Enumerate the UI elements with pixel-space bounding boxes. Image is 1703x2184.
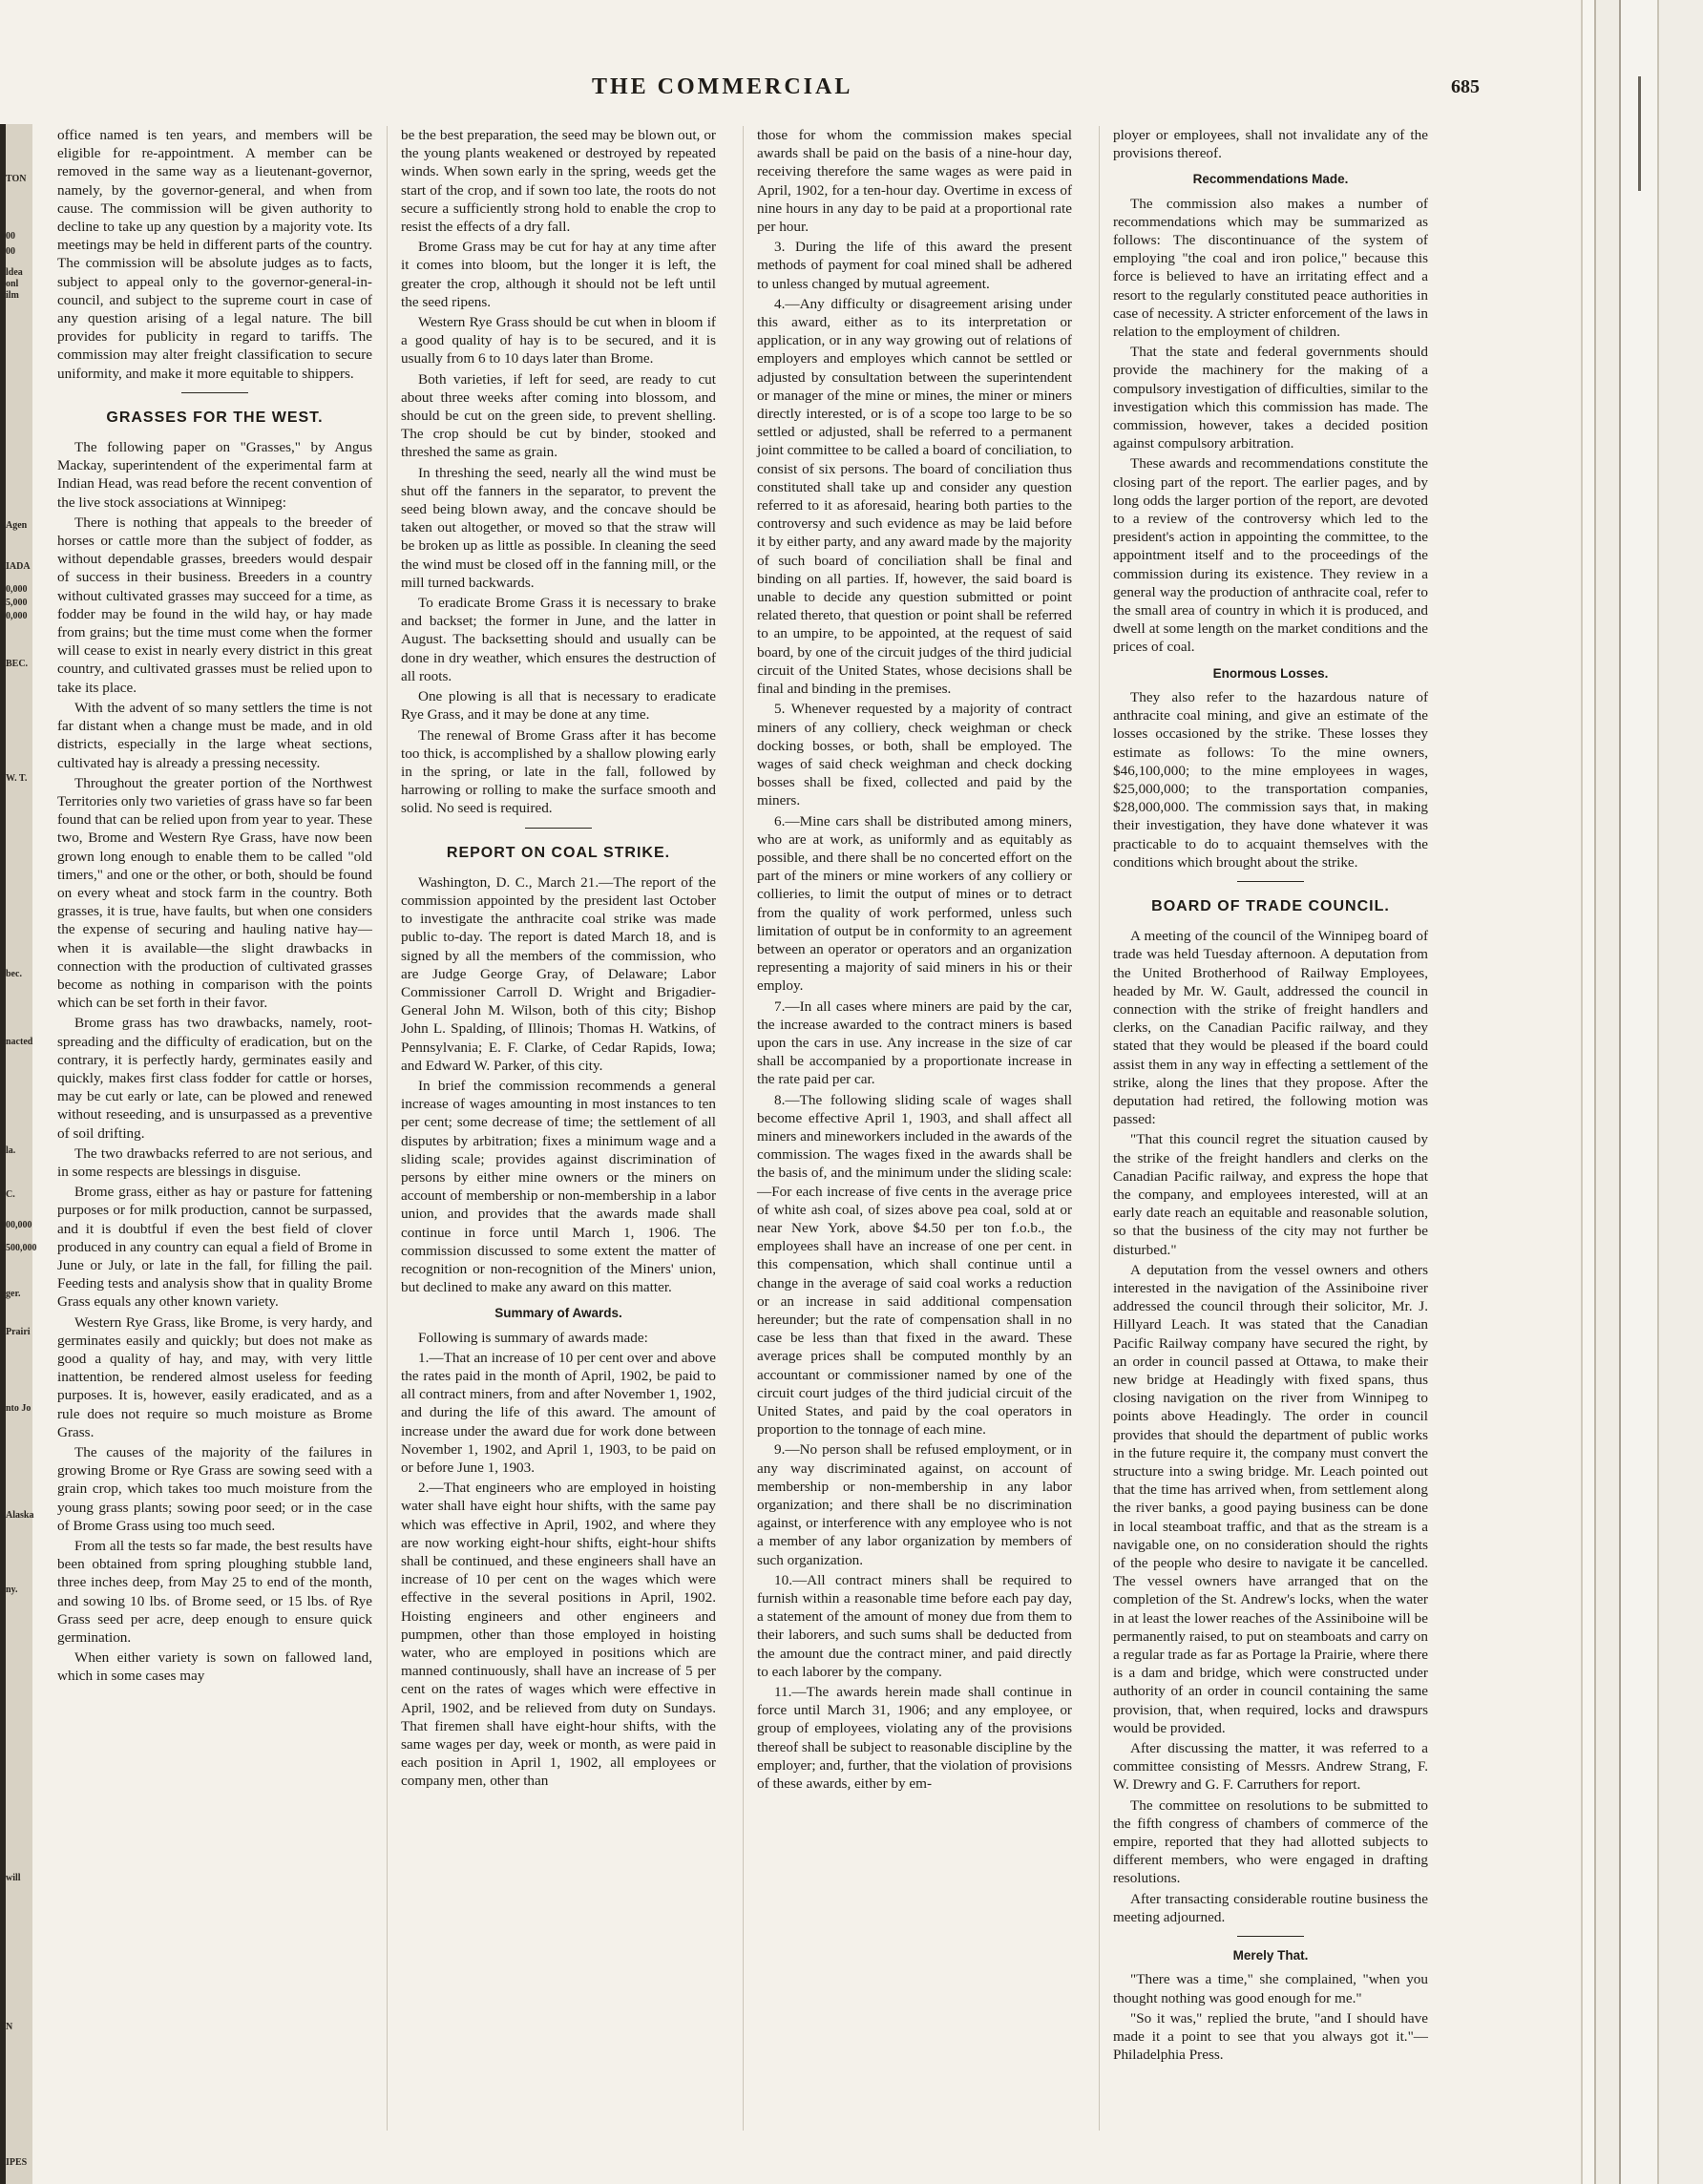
paragraph: Washington, D. C., March 21.—The report of the commission appointed by the president last October to investigate the anthracite coal strike was made public to-day. The report is dated March 18, and is signed by all the members of the commission, who are Judge George Gray, of Delaware; Labor Commissioner Carroll D. Wright and Brigadier-General John M. Wilson, both of this city; Bishop John L. Spalding, of Illinois; Thomas H. Watkins, of Pennsylvania; E. F. Clarke, of Cedar Rapids, Iowa; and Edward W. Parker, of this city.: [401, 873, 716, 1074]
edge-fragment: onl: [6, 279, 19, 289]
edge-fragment: ilm: [6, 290, 19, 301]
paragraph: "That this council regret the situation caused by the strike of the freight handlers and clerks on the Canadian Pacific railway, and express the hope that the company, and employees interested, will at an early date reach an equitable and reasonable solution, so that the business of the city may not further be disturbed.": [1113, 1131, 1428, 1258]
edge-fragment: BEC.: [6, 659, 29, 669]
paragraph: The commission also makes a number of recommendations which may be summarized as follows: The discontinuance of the system of employing "the coal and iron police," because this force is believed to have an irritating effect and a resort to the regularly constituted peace authorities in case of necessity. A stricter enforcement of the laws in relation to the employment of children.: [1113, 195, 1428, 341]
paragraph: office named is ten years, and members will be eligible for re-appointment. A member can be removed in the same way as a lieutenant-governor, namely, by the governor-general, and when from cause. The commission will be given authority to decline to take up any question by a majority vote. Its meetings may be held in different parts of the country. The commission will be absolute judges as to facts, subject to appeal only to the governor-general-in-council, and subject to the supreme court in case of any question arising of a legal nature. The bill provides for publicity in regard to tariffs. The commission may alter freight classification to secure uniformity, and make it more equitable to shippers.: [57, 127, 372, 382]
paragraph: From all the tests so far made, the best results have been obtained from spring ploughing stubble land, three inches deep, from May 25 to end of the month, and sowing 10 lbs. of Brome seed, or 15 lbs. of Rye Grass seed per acre, deep enough to ensure quick germination.: [57, 1538, 372, 1647]
column-4: [1113, 126, 1428, 2131]
edge-fragment: 00: [6, 246, 15, 257]
edge-fragment: nto Jo: [6, 1403, 32, 1414]
article-heading-coal-strike: REPORT ON COAL STRIKE.: [446, 844, 671, 861]
paragraph: One plowing is all that is necessary to eradicate Rye Grass, and it may be done at any time.: [401, 688, 716, 724]
paragraph: After discussing the matter, it was referred to a committee consisting of Messrs. Andrew Strang, F. W. Drewry and G. F. Carruthers for report.: [1113, 1740, 1428, 1794]
paragraph: The two drawbacks referred to are not serious, and in some respects are blessings in disguise.: [57, 1144, 372, 1180]
paragraph: There is nothing that appeals to the breeder of horses or cattle more than the subject of fodder, as without dependable grasses, breeders would despair of success in their business. Breeders in a country without cultivated grasses may succeed for a time, as fodder may be found in the wild hay, or hay made from grains; but the time must come when the former will cease to exist in nearly every district in this great country, and cultivated grasses must be relied upon to take its place.: [57, 514, 372, 696]
paragraph: be the best preparation, the seed may be blown out, or the young plants weakened or destroyed by repeated winds. When sown early in the spring, weeds get the start of the crop, and if sown too late, the roots do not secure a sufficiently strong hold to enable the crop to resist the effects of a dry fall.: [401, 127, 716, 236]
edge-fragment: IPES: [6, 2157, 28, 2168]
edge-fragment: 0,000: [6, 584, 28, 595]
paragraph: those for whom the commission makes special awards shall be paid on the basis of a nine-hour day, receiving therefore the same wages as were paid in April, 1902, for a ten-hour day. Overtime in excess of nine hours in any day to be paid at a proportional rate per hour.: [757, 127, 1072, 236]
paragraph: 4.—Any difficulty or disagreement arising under this award, either as to its interpretation or application, or in any way growing out of relations of employers and employes which cannot be settled or adjusted by consultation between the superintendent or manager of the mine or mines, the miner or miners directly interested, or is of a scope too large to be so settled or adjusted, shall be referred to a permanent joint committee to be called a board of conciliation, to consist of six persons. The board of conciliation thus constituted shall take up and consider any question referred to it as aforesaid, hearing both parties to the controversy and such evidence as may be laid before it by either party, and any award made by the majority of such board of conciliation shall be final and binding on all parties. If, however, the said board is unable to decide any question submitted or point related thereto, that question or point shall be referred to an umpire, to be appointed, at the request of said board, by one of the circuit judges of the third judicial circuit of the United States, whose decisions shall be final and binding in the premises.: [757, 295, 1072, 698]
paragraph: 5. Whenever requested by a majority of contract miners of any colliery, check weighman or check docking bosses, or both, shall be employed. The wages of said check weighman and check docking bosses shall be fixed, collected and paid by the miners.: [757, 701, 1072, 809]
paragraph: Following is summary of awards made:: [418, 1329, 648, 1346]
paragraph: When either variety is sown on fallowed land, which in some cases may: [57, 1649, 372, 1685]
edge-fragment: bec.: [6, 969, 22, 979]
paragraph: These awards and recommendations constitute the closing part of the report. The earlier pages, and by long odds the larger portion of the report, are devoted to a review of the controversy which led to the president's action in appointing the committee, to the appointment itself and to the proceedings of the commission during its existence. They review in a general way the production of anthracite coal, refer to the small area of country in which it is produced, and dwell at some length on the market conditions and the prices of coal.: [1113, 455, 1428, 656]
paragraph: The renewal of Brome Grass after it has become too thick, is accomplished by a shallow plowing early in the spring, or late in the fall, followed by harrowing or rolling to make the surface smooth and solid. No seed is required.: [401, 726, 716, 817]
edge-fragment: 5,000: [6, 598, 28, 608]
paragraph: Brome Grass may be cut for hay at any time after it comes into bloom, but the longer it is left, the greater the crop, although it should not be left until the seed ripens.: [401, 239, 716, 310]
edge-fragment: IADA: [6, 561, 31, 572]
rule: [525, 828, 592, 829]
edge-fragment: 0,000: [6, 611, 28, 621]
paragraph: "So it was," replied the brute, "and I should have made it a point to see that you always got it."—Philadelphia Press.: [1113, 2009, 1428, 2064]
edge-fragment: nacted: [6, 1037, 33, 1047]
paragraph: 8.—The following sliding scale of wages shall become effective April 1, 1903, and shall affect all miners and mineworkers included in the awards of the commission. The wages fixed in the awards shall be the basis of, and the minimum under the sliding scale:—For each increase of five cents in the average price of white ash coal, of sizes above pea coal, sold at or near New York, above $4.50 per ton f.o.b., the employees shall have an increase of one per cent. in this compensation, which shall continue until a change in the average of said coal works a reduction or an increase in said additional compensation hereunder; but the rate of compensation shall in no case be less than that fixed in the award. These average prices shall be computed monthly by an accountant or commissioner named by one of the circuit court judges of the third judicial circuit of the United States, and paid by the coal operators in proportion to the tonnage of each mine.: [757, 1091, 1072, 1438]
paragraph: That the state and federal governments should provide the machinery for the making of a compulsory investigation of difficulties, similar to the investigation which this commission has made. The commission, however, takes a decided position against compulsory arbitration.: [1113, 344, 1428, 452]
paragraph: 11.—The awards herein made shall continue in force until March 31, 1906; and any employee, or group of employees, violating any of the provisions thereof shall be subject to reasonable discipline by the employer; and, further, that the violation of provisions of these awards, either by em-: [757, 1684, 1072, 1793]
rule: [1237, 881, 1304, 882]
paragraph: Throughout the greater portion of the Northwest Territories only two varieties of grass have so far been found that can be relied upon from year to year. These two, Brome and Western Rye Grass, have now been grown long enough to enable them to be called "old timers," and one or the other, or both, should be found on every wheat and stock farm in the country. Both grasses, it is true, have faults, but when one considers the expense of securing and hauling native hay—when it is available—the slight drawbacks in connection with the production of cultivated grasses become as nothing in comparison with the points which can be set forth in their favor.: [57, 774, 372, 1012]
subheading-summary: Summary of Awards.: [494, 1306, 622, 1321]
edge-fragment: C.: [6, 1189, 15, 1200]
paragraph: Western Rye Grass should be cut when in bloom if a good quality of hay is to be secured, and it is usually from 6 to 10 days later than Brome.: [401, 314, 716, 368]
edge-fragment: 00,000: [6, 1220, 32, 1230]
edge-fragment: Alaska: [6, 1510, 34, 1521]
paragraph: 2.—That engineers who are employed in hoisting water shall have eight hour shifts, with the same pay which was effective in April, 1902, and where they are now working eight-hour shifts, eight-hour shifts shall be continued, and these engineers shall have an increase of 10 per cent on the wages which were effective in the several positions in April, 1902. Hoisting engineers and other engineers and pumpmen, other than those employed in hoisting water, who are employed in positions which are manned continuously, shall have an increase of 5 per cent on the rates of wages which were effective in April, 1902, and be relieved from duty on Sundays. That firemen shall have eight-hour shifts, with the same wages per day, week or month, as were paid in each position in April 1, 1902, all employees or company men, other than: [401, 1480, 716, 1790]
edge-fragment: TON: [6, 174, 27, 184]
paragraph: A deputation from the vessel owners and others interested in the navigation of the Assiniboine river addressed the council through their solicitor, Mr. J. Hillyard Leach. It was stated that the Canadian Pacific Railway company have secured the right, by an order in council passed at Ottawa, to make their new bridge at Headingly with fixed spans, thus closing navigation on the river from Winnipeg to points above Headingly. The order in council provides that should the department of public works in the future require it, the company must convert the structure into a swing bridge. Mr. Leach pointed out that the time has arrived when, from settlement along the river banks, a good paying business can be done in local steamboat traffic, and that as the stream is a navigable one, on no consideration should the rights of the people who desire to navigate it be cancelled. The vessel owners have arranged that on the completion of the St. Andrew's locks, when the water in at least the lower reaches of the Assiniboine will be permanently raised, to put on steamboats and carry on a regular trade as far as Portage la Prairie, where there is a dam and bridge, which were constructed under authority of an order in council containing the same provision, that, when required, locks and drawspurs would be provided.: [1113, 1261, 1428, 1736]
column-1: [57, 126, 372, 2131]
paragraph: After transacting considerable routine business the meeting adjourned.: [1113, 1890, 1428, 1925]
paragraph: Both varieties, if left for seed, are ready to cut about three weeks after coming into blossom, and should be cut on the green side, to prevent shelling. The crop should be cut by binder, stooked and threshed the same as grain.: [401, 370, 716, 461]
paragraph: In brief the commission recommends a general increase of wages amounting in most instances to ten per cent; some decrease of time; the settlement of all disputes by arbitration; fixes a minimum wage and a sliding scale; provides against discrimination of persons by either mine owners or the miners on account of membership or non-membership in a labor union, and provides that the awards made shall continue in force until March 1, 1906. The commission discussed to some extent the matter of recognition or non-recognition of the Miners' union, but declined to make any award on this matter.: [401, 1077, 716, 1296]
paragraph: The causes of the majority of the failures in growing Brome or Rye Grass are sowing seed with a grain crop, which takes too much moisture from the young grass plants; sowing poor seed; or in the case of Brome Grass using too much seed.: [57, 1444, 372, 1534]
subheading-losses: Enormous Losses.: [1212, 665, 1329, 681]
paragraph: A meeting of the council of the Winnipeg board of trade was held Tuesday afternoon. A deputation from the United Brotherhood of Railway Employees, headed by Mr. W. Gault, addressed the council in connection with the strike of freight handlers and clerks, on the Canadian Pacific railway, and they stated that they would be pleased if the board could assist them in any way in effecting a settlement of the strike, along the lines that they propose. After the deputation had retired, the following motion was passed:: [1113, 928, 1428, 1128]
newspaper-page: [57, 65, 1489, 2165]
edge-fragment: 00: [6, 231, 15, 242]
paragraph: To eradicate Brome Grass it is necessary to brake and backset; the former in June, and the latter in August. The backsetting should and usually can be done in dry weather, which ensures the destruction of all roots.: [401, 595, 716, 684]
paragraph: 6.—Mine cars shall be distributed among miners, who are at work, as uniformly and as equitably as possible, and there shall be no concerted effort on the part of the miners or mine workers of any colliery or collieries, to limit the output of mines or to detract from the quality of work performed, unless such limitation of output be in conformity to an agreement between an operator or operators and an organization representing a majority of said miners in his or their employ.: [757, 812, 1072, 995]
paragraph: 9.—No person shall be refused employment, or in any way discriminated against, on account of membership or non-membership in any labor organization; and there shall be no discrimination against, or interference with any employee who is not a member of any labor organization by members of such organization.: [757, 1441, 1072, 1568]
paragraph: 3. During the life of this award the present methods of payment for coal mined shall be adhered to unless changed by mutual agreement.: [757, 239, 1072, 292]
column-divider: [743, 126, 744, 2131]
paragraph: In threshing the seed, nearly all the wind must be shut off the fanners in the separator, to prevent the seed being blown away, and the concave should be taken out altogether, or moved so that the straw will be broken up as little as possible. In cleaning the seed the wind must be closed off in the fanning mill, or the mill turned backwards.: [401, 464, 716, 591]
page-header: [57, 65, 1489, 103]
edge-fragment: W. T.: [6, 773, 28, 784]
article-heading-grasses: GRASSES FOR THE WEST.: [106, 409, 324, 426]
adjacent-page-edge: [0, 124, 37, 2184]
binding-mark: [1638, 76, 1641, 191]
subheading-merely-that: Merely That.: [1232, 1948, 1309, 1964]
paragraph: The following paper on "Grasses," by Angus Mackay, superintendent of the experimental farm at Indian Head, was read before the recent convention of the live stock associations at Winnipeg:: [57, 439, 372, 511]
edge-fragment: ger.: [6, 1289, 21, 1299]
article-heading-board-of-trade: BOARD OF TRADE COUNCIL.: [1151, 897, 1390, 914]
paragraph: Brome grass has two drawbacks, namely, root-spreading and the difficulty of eradication, but on the contrary, it is perfectly hardy, germinates easily and quickly, makes first class fodder for cattle or horses, may be cut early or late, can be plowed and renewed without reseeding, and is unsurpassed as a preventive of soil drifting.: [57, 1015, 372, 1142]
edge-fragment: Prairi: [6, 1327, 31, 1337]
column-2: [401, 126, 716, 2131]
paragraph: 1.—That an increase of 10 per cent over and above the rates paid in the month of April, 1902, be paid to all contract miners, from and after November 1, 1902, and during the life of this award. The amount of increase under the award due for work done between November 1, 1902, and April 1, 1903, to be paid on or before June 1, 1903.: [401, 1349, 716, 1477]
page-number: 685: [1451, 76, 1480, 97]
column-3: [757, 126, 1072, 2131]
paragraph: With the advent of so many settlers the time is not far distant when a change must be made, and in old districts, especially in the large wheat sections, cultivated hay is already a pressing necessity.: [57, 699, 372, 771]
paragraph: "There was a time," she complained, "when you thought nothing was good enough for me.": [1113, 1971, 1428, 2006]
paragraph: They also refer to the hazardous nature of anthracite coal mining, and give an estimate of the losses occasioned by the strike. These losses they estimate as follows: To the mine owners, $46,100,000; to the mine employees in wages, $25,000,000; to the transportation companies, $28,000,000. The commission says that, in making their investigation, they have done whatever it was practicable to do to acquaint themselves with the conditions which brought about the strike.: [1113, 688, 1428, 871]
rule: [1237, 1936, 1304, 1937]
page-stack-edge: [1581, 0, 1703, 2184]
paragraph: Brome grass, either as hay or pasture for fattening purposes or for milk production, cannot be surpassed, and it is doubtful if even the best field of clover produced in any country can equal a field of Brome in June or July, or late in the fall, for filling the pail. Feeding tests and analysis show that in quality Brome Grass equals any other known variety.: [57, 1184, 372, 1311]
paragraph: 10.—All contract miners shall be required to furnish within a reasonable time before each pay day, a statement of the amount of money due from them to their laborers, and such sums shall be deducted from the amount due the contract miner, and paid directly to each laborer by the company.: [757, 1571, 1072, 1680]
edge-fragment: N: [6, 2022, 13, 2032]
edge-fragment: ny.: [6, 1585, 18, 1595]
paragraph: ployer or employees, shall not invalidate any of the provisions thereof.: [1113, 127, 1428, 162]
edge-fragment: will: [6, 1873, 21, 1883]
paragraph: The committee on resolutions to be submitted to the fifth congress of chambers of commerce of the empire, reported that they had allotted subjects to different members, who were engaged in drafting resolutions.: [1113, 1796, 1428, 1887]
publication-title: THE COMMERCIAL: [592, 74, 853, 99]
paragraph: 7.—In all cases where miners are paid by the car, the increase awarded to the contract miners is based upon the cars in use. Any increase in the size of car shall be accompanied by a proportionate increase in the rate paid per car.: [757, 998, 1072, 1088]
column-divider: [1099, 126, 1100, 2131]
paragraph: Western Rye Grass, like Brome, is very hardy, and germinates easily and quickly; but does not make as good a quality of hay, and may, with very little inattention, be rendered almost useless for feeding purposes. It is, however, easily eradicated, and as a rule does not require so much moisture as Brome Grass.: [57, 1313, 372, 1440]
rule: [181, 392, 248, 393]
edge-fragment: Agen: [6, 520, 28, 531]
edge-fragment: 500,000: [6, 1243, 37, 1253]
column-divider: [387, 126, 388, 2131]
edge-fragment: ldea: [6, 267, 23, 278]
edge-fragment: la.: [6, 1145, 16, 1156]
subheading-recommendations: Recommendations Made.: [1192, 172, 1349, 187]
